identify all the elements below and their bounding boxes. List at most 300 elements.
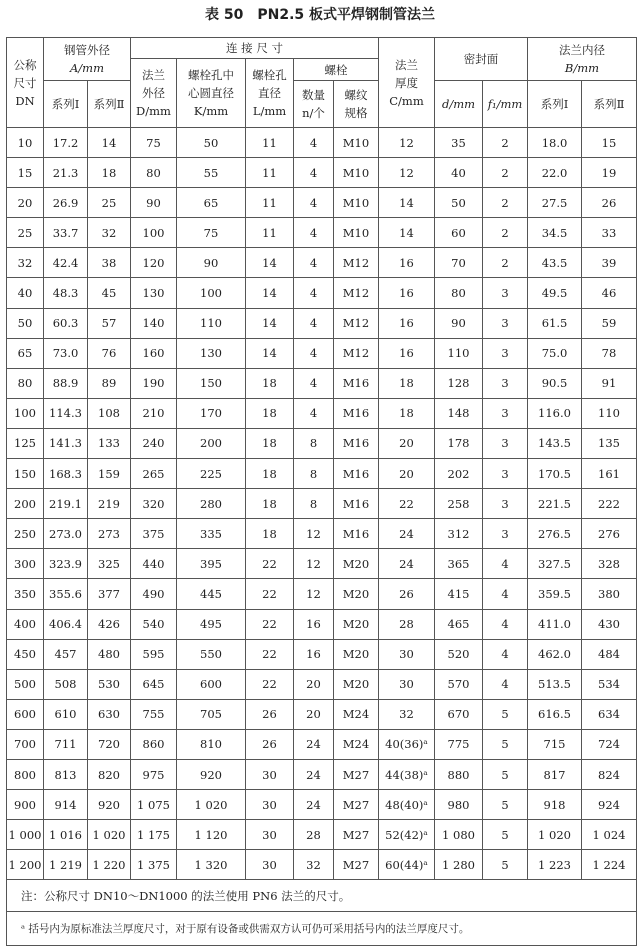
table-cell: 26 — [379, 579, 435, 609]
table-cell: 445 — [177, 579, 246, 609]
table-cell: 4 — [294, 158, 334, 188]
table-cell: M20 — [334, 669, 379, 699]
table-cell: 18 — [246, 368, 294, 398]
table-row — [7, 158, 637, 188]
table-cell: 35 — [435, 128, 483, 158]
table-cell: 3 — [483, 398, 528, 428]
table-cell: 775 — [435, 729, 483, 759]
table-cell: 130 — [177, 338, 246, 368]
table-cell: 430 — [582, 609, 637, 639]
table-row — [7, 699, 637, 729]
table-cell: 14 — [88, 128, 131, 158]
table-cell: 600 — [7, 699, 44, 729]
table-cell: 323.9 — [44, 549, 88, 579]
table-cell: 141.3 — [44, 428, 88, 458]
table-cell: 168.3 — [44, 459, 88, 489]
table-cell: M10 — [334, 188, 379, 218]
table-cell: 219 — [88, 489, 131, 519]
table-cell: 210 — [131, 398, 177, 428]
table-cell: 530 — [88, 669, 131, 699]
table-cell: 800 — [7, 759, 44, 789]
table-cell: 1 375 — [131, 850, 177, 880]
table-cell: 8 — [294, 489, 334, 519]
table-cell: 30 — [246, 820, 294, 850]
table-cell: 133 — [88, 428, 131, 458]
table-cell: 76 — [88, 338, 131, 368]
table-cell: 75 — [177, 218, 246, 248]
table-cell: 12 — [379, 128, 435, 158]
table-cell: 1 200 — [7, 850, 44, 880]
table-cell: 3 — [483, 308, 528, 338]
table-cell: 24 — [294, 759, 334, 789]
table-cell: 2 — [483, 128, 528, 158]
table-row — [7, 669, 637, 699]
table-cell: 148 — [435, 398, 483, 428]
header-seal-d: d/mm — [435, 81, 483, 128]
table-cell: 5 — [483, 850, 528, 880]
table-cell: 1 280 — [435, 850, 483, 880]
table-cell: 49.5 — [528, 278, 582, 308]
table-cell: 810 — [177, 729, 246, 759]
table-cell: M10 — [334, 218, 379, 248]
table-cell: 355.6 — [44, 579, 88, 609]
table-cell: 630 — [88, 699, 131, 729]
table-cell: M16 — [334, 368, 379, 398]
table-cell: 22 — [379, 489, 435, 519]
table-cell: 90 — [435, 308, 483, 338]
table-cell: 918 — [528, 790, 582, 820]
table-cell: 5 — [483, 790, 528, 820]
table-cell: 40(36)ᵃ — [379, 729, 435, 759]
table-row — [7, 759, 637, 789]
table-cell: 21.3 — [44, 158, 88, 188]
table-cell: 975 — [131, 759, 177, 789]
table-cell: 48(40)ᵃ — [379, 790, 435, 820]
table-cell: 19 — [582, 158, 637, 188]
table-cell: 44(38)ᵃ — [379, 759, 435, 789]
table-cell: 89 — [88, 368, 131, 398]
table-cell: 28 — [379, 609, 435, 639]
table-cell: 3 — [483, 519, 528, 549]
table-cell: 26.9 — [44, 188, 88, 218]
table-cell: 11 — [246, 158, 294, 188]
table-cell: 914 — [44, 790, 88, 820]
table-cell: 26 — [582, 188, 637, 218]
table-cell: 18 — [246, 459, 294, 489]
table-cell: 1 320 — [177, 850, 246, 880]
table-cell: 325 — [88, 549, 131, 579]
table-cell: 70 — [435, 248, 483, 278]
table-cell: M27 — [334, 790, 379, 820]
table-cell: 14 — [246, 278, 294, 308]
table-cell: 110 — [582, 398, 637, 428]
table-cell: 10 — [7, 128, 44, 158]
table-cell: 705 — [177, 699, 246, 729]
header-bore: 法兰内径 B/mm — [528, 38, 637, 81]
table-cell: 450 — [7, 639, 44, 669]
table-cell: 570 — [435, 669, 483, 699]
table-row — [7, 308, 637, 338]
table-row — [7, 489, 637, 519]
table-cell: 200 — [177, 428, 246, 458]
table-cell: 11 — [246, 128, 294, 158]
table-cell: M16 — [334, 459, 379, 489]
table-cell: 22 — [246, 549, 294, 579]
table-cell: 4 — [294, 368, 334, 398]
header-bore-s2: 系列Ⅱ — [582, 81, 637, 128]
table-cell: 3 — [483, 489, 528, 519]
table-cell: 60 — [435, 218, 483, 248]
table-cell: 18 — [379, 398, 435, 428]
table-cell: 15 — [582, 128, 637, 158]
table-cell: 221.5 — [528, 489, 582, 519]
table-row — [7, 338, 637, 368]
table-cell: 46 — [582, 278, 637, 308]
table-cell: 595 — [131, 639, 177, 669]
table-cell: 4 — [294, 248, 334, 278]
table-cell: 219.1 — [44, 489, 88, 519]
table-cell: 5 — [483, 759, 528, 789]
table-cell: 276 — [582, 519, 637, 549]
table-cell: 73.0 — [44, 338, 88, 368]
table-cell: 20 — [7, 188, 44, 218]
table-row — [7, 519, 637, 549]
table-cell: 33.7 — [44, 218, 88, 248]
flange-table — [6, 37, 637, 946]
table-cell: 980 — [435, 790, 483, 820]
table-cell: 900 — [7, 790, 44, 820]
table-cell: 1 120 — [177, 820, 246, 850]
table-cell: 40 — [435, 158, 483, 188]
table-cell: 120 — [131, 248, 177, 278]
table-cell: M20 — [334, 639, 379, 669]
table-cell: 15 — [7, 158, 44, 188]
table-cell: 32 — [294, 850, 334, 880]
table-cell: 670 — [435, 699, 483, 729]
table-row — [7, 368, 637, 398]
table-cell: 116.0 — [528, 398, 582, 428]
table-cell: 110 — [177, 308, 246, 338]
table-cell: 411.0 — [528, 609, 582, 639]
table-cell: 4 — [294, 278, 334, 308]
table-cell: 3 — [483, 459, 528, 489]
table-cell: M20 — [334, 579, 379, 609]
table-cell: 90 — [131, 188, 177, 218]
table-cell: 634 — [582, 699, 637, 729]
table-cell: 27.5 — [528, 188, 582, 218]
table-cell: 50 — [177, 128, 246, 158]
table-cell: 108 — [88, 398, 131, 428]
table-cell: 22 — [246, 609, 294, 639]
table-cell: 426 — [88, 609, 131, 639]
table-cell: 25 — [7, 218, 44, 248]
table-cell: 711 — [44, 729, 88, 759]
table-cell: 4 — [294, 398, 334, 428]
table-cell: 1 080 — [435, 820, 483, 850]
table-cell: 60(44)ᵃ — [379, 850, 435, 880]
table-body — [7, 128, 637, 880]
table-cell: 320 — [131, 489, 177, 519]
table-cell: 135 — [582, 428, 637, 458]
table-cell: 128 — [435, 368, 483, 398]
table-cell: 755 — [131, 699, 177, 729]
table-cell: 20 — [294, 669, 334, 699]
table-row — [7, 428, 637, 458]
table-title-text: PN2.5 板式平焊钢制管法兰 — [257, 7, 435, 23]
header-connection: 连 接 尺 寸 — [131, 38, 379, 59]
table-cell: 1 024 — [582, 820, 637, 850]
table-cell: 508 — [44, 669, 88, 699]
table-cell: 11 — [246, 188, 294, 218]
table-cell: 534 — [582, 669, 637, 699]
header-bolt-spec: 螺纹 规格 — [334, 81, 379, 128]
table-note: 注：公称尺寸 DN10～DN1000 的法兰使用 PN6 法兰的尺寸。 — [7, 880, 637, 912]
table-cell: 327.5 — [528, 549, 582, 579]
table-cell: 20 — [294, 699, 334, 729]
table-cell: 52(42)ᵃ — [379, 820, 435, 850]
table-cell: 513.5 — [528, 669, 582, 699]
table-cell: 125 — [7, 428, 44, 458]
table-cell: 250 — [7, 519, 44, 549]
table-cell: 8 — [294, 459, 334, 489]
table-row — [7, 188, 637, 218]
table-cell: 377 — [88, 579, 131, 609]
table-cell: 920 — [177, 759, 246, 789]
table-cell: 4 — [294, 218, 334, 248]
table-cell: 61.5 — [528, 308, 582, 338]
table-cell: 1 220 — [88, 850, 131, 880]
table-row — [7, 639, 637, 669]
table-cell: 359.5 — [528, 579, 582, 609]
table-cell: 22.0 — [528, 158, 582, 188]
table-cell: 22 — [246, 579, 294, 609]
table-cell: 225 — [177, 459, 246, 489]
table-cell: 817 — [528, 759, 582, 789]
table-cell: 80 — [435, 278, 483, 308]
table-cell: M16 — [334, 489, 379, 519]
table-row — [7, 128, 637, 158]
table-cell: 18.0 — [528, 128, 582, 158]
table-cell: 12 — [294, 519, 334, 549]
table-cell: M24 — [334, 729, 379, 759]
table-row — [7, 790, 637, 820]
table-cell: M16 — [334, 519, 379, 549]
table-cell: 1 075 — [131, 790, 177, 820]
table-cell: 4 — [483, 579, 528, 609]
table-cell: 202 — [435, 459, 483, 489]
header-bolt: 螺栓 — [294, 59, 379, 81]
table-cell: 457 — [44, 639, 88, 669]
table-cell: 520 — [435, 639, 483, 669]
table-row — [7, 609, 637, 639]
table-cell: 3 — [483, 338, 528, 368]
table-cell: 2 — [483, 248, 528, 278]
table-cell: 80 — [7, 368, 44, 398]
table-cell: 1 020 — [528, 820, 582, 850]
table-cell: 645 — [131, 669, 177, 699]
table-cell: 16 — [294, 639, 334, 669]
table-cell: M27 — [334, 850, 379, 880]
header-bolt-circle: 螺栓孔中 心圆直径 K/mm — [177, 59, 246, 128]
header-series2: 系列Ⅱ — [88, 81, 131, 128]
table-cell: 415 — [435, 579, 483, 609]
table-cell: 42.4 — [44, 248, 88, 278]
table-cell: M20 — [334, 549, 379, 579]
table-cell: 222 — [582, 489, 637, 519]
table-footnote: ᵃ 括号内为原标准法兰厚度尺寸，对于原有设备或供需双方认可仍可采用括号内的法兰厚度尺寸。 — [7, 912, 637, 946]
table-cell: 78 — [582, 338, 637, 368]
table-cell: M16 — [334, 428, 379, 458]
table-cell: 65 — [177, 188, 246, 218]
table-cell: 161 — [582, 459, 637, 489]
table-cell: 160 — [131, 338, 177, 368]
table-cell: 375 — [131, 519, 177, 549]
table-cell: 90 — [177, 248, 246, 278]
table-cell: 4 — [483, 639, 528, 669]
table-cell: 1 175 — [131, 820, 177, 850]
table-cell: 30 — [246, 790, 294, 820]
table-cell: 616.5 — [528, 699, 582, 729]
table-cell: 406.4 — [44, 609, 88, 639]
table-cell: 24 — [379, 549, 435, 579]
table-row — [7, 278, 637, 308]
table-cell: 824 — [582, 759, 637, 789]
table-cell: 18 — [246, 428, 294, 458]
table-cell: 30 — [379, 639, 435, 669]
table-row — [7, 549, 637, 579]
table-cell: 2 — [483, 188, 528, 218]
table-cell: 18 — [246, 519, 294, 549]
table-cell: 8 — [294, 428, 334, 458]
table-cell: 43.5 — [528, 248, 582, 278]
table-cell: 34.5 — [528, 218, 582, 248]
table-cell: 14 — [246, 308, 294, 338]
table-cell: 312 — [435, 519, 483, 549]
table-cell: 55 — [177, 158, 246, 188]
table-cell: 4 — [483, 609, 528, 639]
table-cell: 26 — [246, 699, 294, 729]
table-cell: 240 — [131, 428, 177, 458]
table-cell: 300 — [7, 549, 44, 579]
table-cell: 20 — [379, 459, 435, 489]
table-cell: 924 — [582, 790, 637, 820]
table-cell: 1 219 — [44, 850, 88, 880]
table-cell: 273 — [88, 519, 131, 549]
table-row — [7, 398, 637, 428]
table-cell: 1 020 — [177, 790, 246, 820]
table-cell: 540 — [131, 609, 177, 639]
table-cell: 3 — [483, 428, 528, 458]
table-title — [0, 0, 640, 30]
table-cell: M12 — [334, 338, 379, 368]
table-cell: 920 — [88, 790, 131, 820]
table-cell: 45 — [88, 278, 131, 308]
table-cell: 12 — [379, 158, 435, 188]
table-cell: 100 — [177, 278, 246, 308]
table-cell: 50 — [435, 188, 483, 218]
header-flange-od: 法兰 外径 D/mm — [131, 59, 177, 128]
table-cell: 14 — [379, 218, 435, 248]
table-cell: 12 — [294, 549, 334, 579]
header-thickness: 法兰 厚度 C/mm — [379, 38, 435, 128]
header-bore-s1: 系列Ⅰ — [528, 81, 582, 128]
header-seal-f1: f₁/mm — [483, 81, 528, 128]
table-cell: 80 — [131, 158, 177, 188]
table-cell: 75.0 — [528, 338, 582, 368]
table-cell: 4 — [483, 669, 528, 699]
table-cell: 32 — [88, 218, 131, 248]
table-cell: 32 — [7, 248, 44, 278]
table-cell: M10 — [334, 158, 379, 188]
table-cell: 25 — [88, 188, 131, 218]
table-cell: 18 — [379, 368, 435, 398]
table-cell: M12 — [334, 248, 379, 278]
header-series1: 系列Ⅰ — [44, 81, 88, 128]
table-cell: 4 — [483, 549, 528, 579]
table-cell: 1 016 — [44, 820, 88, 850]
header-bolt-qty: 数量 n/个 — [294, 81, 334, 128]
table-cell: M12 — [334, 278, 379, 308]
table-cell: 484 — [582, 639, 637, 669]
table-cell: 273.0 — [44, 519, 88, 549]
table-cell: 22 — [246, 669, 294, 699]
table-row — [7, 218, 637, 248]
table-cell: 170 — [177, 398, 246, 428]
table-cell: 48.3 — [44, 278, 88, 308]
table-cell: 88.9 — [44, 368, 88, 398]
table-cell: M16 — [334, 398, 379, 428]
table-cell: 16 — [379, 278, 435, 308]
table-cell: 610 — [44, 699, 88, 729]
table-cell: 365 — [435, 549, 483, 579]
header-pipe-od: 钢管外径 A/mm — [44, 38, 131, 81]
table-cell: 65 — [7, 338, 44, 368]
table-row — [7, 459, 637, 489]
table-cell: 59 — [582, 308, 637, 338]
table-cell: 400 — [7, 609, 44, 639]
table-cell: 490 — [131, 579, 177, 609]
table-cell: 24 — [294, 790, 334, 820]
table-cell: 550 — [177, 639, 246, 669]
table-cell: 14 — [246, 338, 294, 368]
table-cell: 395 — [177, 549, 246, 579]
table-cell: 11 — [246, 218, 294, 248]
table-cell: 495 — [177, 609, 246, 639]
table-cell: 33 — [582, 218, 637, 248]
table-cell: 28 — [294, 820, 334, 850]
table-cell: M27 — [334, 820, 379, 850]
table-cell: 90.5 — [528, 368, 582, 398]
table-cell: 30 — [379, 669, 435, 699]
table-cell: 16 — [379, 308, 435, 338]
table-cell: 143.5 — [528, 428, 582, 458]
table-cell: 18 — [246, 398, 294, 428]
table-cell: 14 — [246, 248, 294, 278]
table-cell: 57 — [88, 308, 131, 338]
header-seal: 密封面 — [435, 38, 528, 81]
table-cell: 16 — [294, 609, 334, 639]
table-cell: 75 — [131, 128, 177, 158]
table-cell: 14 — [379, 188, 435, 218]
table-cell: 110 — [435, 338, 483, 368]
table-cell: 5 — [483, 729, 528, 759]
table-cell: 3 — [483, 278, 528, 308]
table-cell: 30 — [246, 850, 294, 880]
table-cell: 32 — [379, 699, 435, 729]
table-cell: 150 — [177, 368, 246, 398]
table-cell: 1 000 — [7, 820, 44, 850]
table-cell: 4 — [294, 308, 334, 338]
